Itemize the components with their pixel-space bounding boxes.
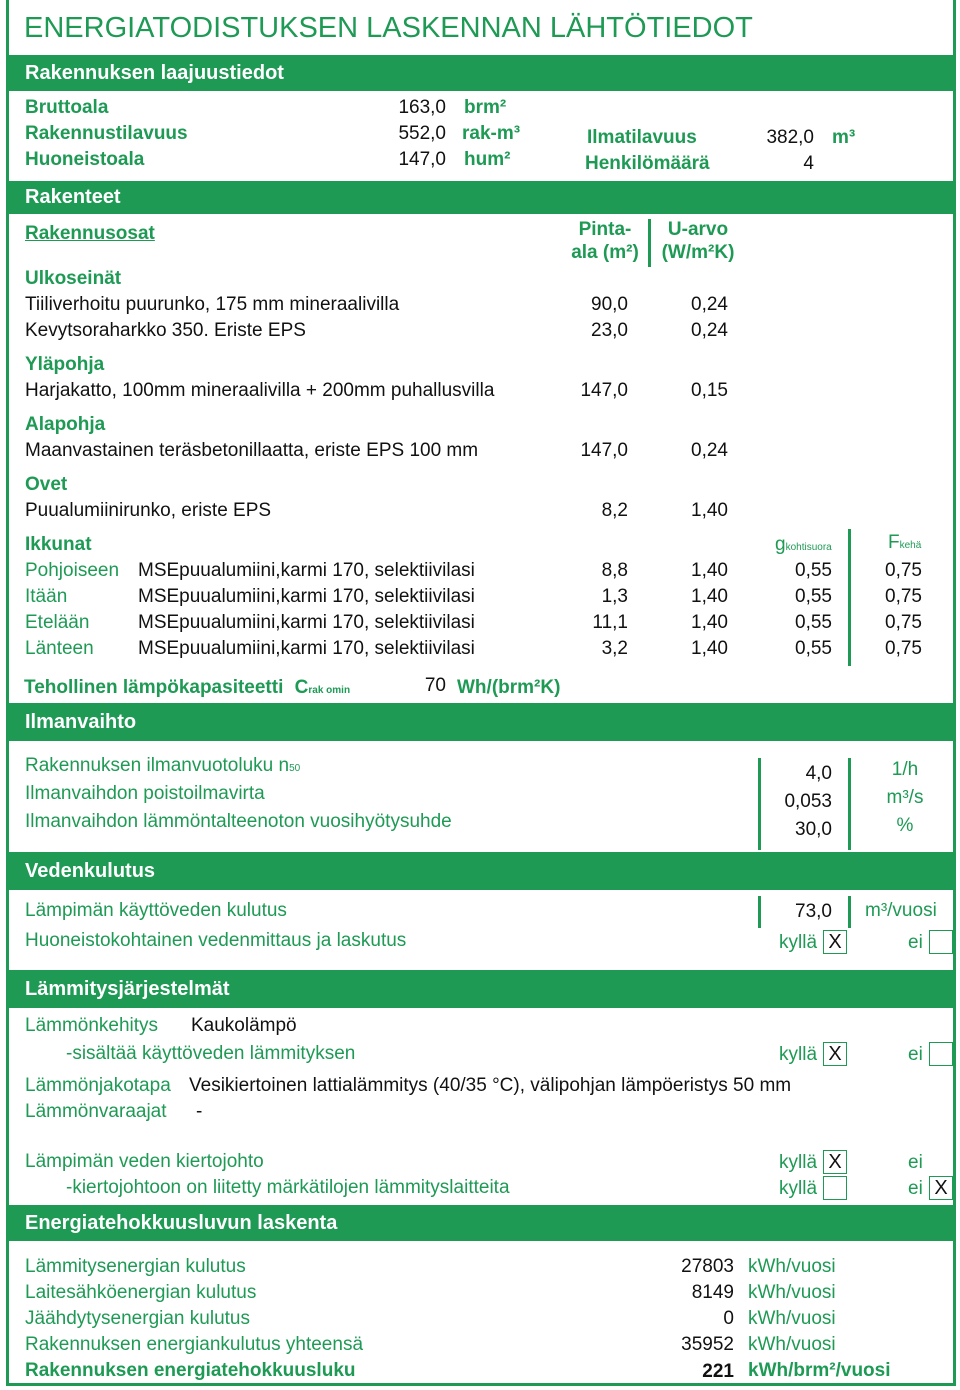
kayttovesi-label: Lämpimän käyttöveden kulutus [25, 900, 287, 921]
ikkuna-3-name: MSEpuualumiini,karmi 170, selektiivilasi [138, 612, 475, 633]
energiankulutus-yhteensa-value: 35952 [681, 1334, 734, 1355]
alapohja-name: Maanvastainen teräsbetonillaatta, eriste EPS 100 mm [25, 440, 479, 461]
energiankulutus-yhteensa-label: Rakennuksen energiankulutus yhteensä [25, 1334, 364, 1355]
huoneistoala-value: 147,0 [398, 149, 446, 170]
sisaltaa-no-label: ei [908, 1044, 923, 1065]
ikkuna-2-area: 1,3 [601, 586, 628, 607]
lampokapasiteetti-label: Tehollinen lämpökapasiteetti Crak omin [24, 677, 351, 698]
lammonjakotapa-label: Lämmönjakotapa [25, 1075, 171, 1096]
lampokapasiteetti-value: 70 [424, 675, 446, 696]
ylapohja-u: 0,15 [691, 380, 728, 401]
ikkuna-4-u: 1,40 [691, 638, 728, 659]
poistoilmavirta-label: Ilmanvaihdon poistoilmavirta [25, 783, 265, 804]
vedenmittaus-no-checkbox[interactable] [929, 930, 953, 954]
jaahdytys-value: 0 [723, 1308, 734, 1329]
ylapohja-area: 147,0 [580, 380, 628, 401]
ikkuna-3-dir: Etelään [25, 612, 90, 633]
header-divider [648, 219, 651, 267]
u-arvo-header-2: (W/m²K) [661, 242, 735, 263]
jaahdytys-unit: kWh/vuosi [748, 1308, 836, 1329]
liitetty-yes-checkbox[interactable] [823, 1176, 847, 1200]
bruttoala-label: Bruttoala [25, 97, 109, 118]
ilmatilavuus-unit: m³ [832, 127, 856, 148]
section-header-vedenkulutus: Vedenkulutus [9, 852, 953, 890]
ulkoseinat-label: Ulkoseinät [25, 268, 122, 289]
henkilomaara-value: 4 [803, 153, 814, 174]
tilavuus-unit: rak-m³ [462, 123, 521, 144]
ikkuna-3-g: 0,55 [795, 612, 832, 633]
ilmanvaihto-divider-right [848, 758, 851, 850]
huoneistoala-label: Huoneistoala [25, 149, 145, 170]
bruttoala-unit: brm² [464, 97, 507, 118]
lammitysenergia-label: Lämmitysenergian kulutus [25, 1256, 246, 1277]
ikkuna-3-area: 11,1 [592, 612, 628, 633]
energiatehokkuusluku-value: 221 [702, 1361, 734, 1382]
ikkuna-4-dir: Länteen [25, 638, 94, 659]
ovet-u: 1,40 [691, 500, 728, 521]
sisaltaa-yes-label: kyllä [779, 1044, 818, 1065]
poistoilmavirta-unit: m³/s [886, 787, 924, 808]
ikkuna-1-dir: Pohjoiseen [25, 560, 120, 581]
ovet-name: Puualumiinirunko, eriste EPS [25, 500, 272, 521]
tilavuus-value: 552,0 [398, 123, 446, 144]
section-header-lammitys: Lämmitysjärjestelmät [9, 970, 953, 1008]
ikkuna-4-f: 0,75 [885, 638, 922, 659]
alapohja-area: 147,0 [580, 440, 628, 461]
f-header: Fkehä [888, 532, 922, 553]
ikkuna-1-area: 8,8 [601, 560, 628, 581]
ulkoseina-2-name: Kevytsoraharkko 350. Eriste EPS [25, 320, 306, 341]
ilmanvuotoluku-label: Rakennuksen ilmanvuotoluku n50 [25, 755, 301, 776]
ilmatilavuus-label: Ilmatilavuus [587, 127, 697, 148]
liitetty-no-label: ei [908, 1178, 923, 1199]
ikkuna-2-f: 0,75 [885, 586, 922, 607]
vedenmittaus-yes-label: kyllä [779, 932, 818, 953]
bruttoala-value: 163,0 [398, 97, 446, 118]
energiatehokkuusluku-label: Rakennuksen energiatehokkuusluku [25, 1360, 356, 1381]
poistoilmavirta-value: 0,053 [784, 791, 832, 812]
pinta-ala-header-1: Pinta- [578, 219, 632, 240]
laitesahko-unit: kWh/vuosi [748, 1282, 836, 1303]
page-title: ENERGIATODISTUKSEN LASKENNAN LÄHTÖTIEDOT [24, 12, 753, 44]
kiertojohto-no-label: ei [908, 1152, 923, 1173]
liitetty-yes-label: kyllä [779, 1178, 818, 1199]
g-header: gkohtisuora [775, 534, 832, 555]
kayttovesi-value: 73,0 [795, 901, 832, 922]
ilmanvuotoluku-unit: 1/h [891, 759, 919, 780]
liitetty-no-checkbox[interactable]: X [929, 1176, 953, 1200]
ylapohja-name: Harjakatto, 100mm mineraalivilla + 200mm puhallusvilla [25, 380, 495, 401]
lammonkehitys-value: Kaukolämpö [191, 1015, 297, 1036]
section-header-rakenteet: Rakenteet [9, 181, 953, 214]
ikkuna-1-u: 1,40 [691, 560, 728, 581]
henkilomaara-label: Henkilömäärä [585, 153, 710, 174]
ikkuna-1-f: 0,75 [885, 560, 922, 581]
lto-value: 30,0 [795, 819, 832, 840]
ikkunat-label: Ikkunat [25, 534, 92, 555]
lto-unit: % [896, 815, 914, 836]
ikkuna-1-name: MSEpuualumiini,karmi 170, selektiivilasi [138, 560, 475, 581]
lammitysenergia-value: 27803 [681, 1256, 734, 1277]
huoneistoala-unit: hum² [464, 149, 511, 170]
pinta-ala-header-2: ala (m²) [571, 242, 639, 263]
lampokapasiteetti-unit: Wh/(brm²K) [457, 677, 561, 698]
lto-label: Ilmanvaihdon lämmöntalteenoton vuosihyötysuhde [25, 811, 452, 832]
section-header-laajuus: Rakennuksen laajuustiedot [9, 55, 953, 91]
lammonkehitys-label: Lämmönkehitys [25, 1015, 159, 1036]
ikkuna-2-dir: Itään [25, 586, 68, 607]
ilmatilavuus-value: 382,0 [766, 127, 814, 148]
ulkoseina-2-u: 0,24 [691, 320, 728, 341]
section-header-energia: Energiatehokkuusluvun laskenta [9, 1205, 953, 1241]
sisaltaa-no-checkbox[interactable] [929, 1042, 953, 1066]
sisaltaa-yes-checkbox[interactable]: X [823, 1042, 847, 1066]
sisaltaa-lammityksen-label: -sisältää käyttöveden lämmityksen [66, 1043, 356, 1064]
kayttovesi-unit: m³/vuosi [865, 900, 937, 921]
lammonjakotapa-value: Vesikiertoinen lattialämmitys (40/35 °C), välipohjan lämpöeristys 50 mm [189, 1075, 792, 1096]
ikkuna-1-g: 0,55 [795, 560, 832, 581]
ovet-label: Ovet [25, 474, 68, 495]
ikkuna-4-name: MSEpuualumiini,karmi 170, selektiivilasi [138, 638, 475, 659]
ikkuna-2-u: 1,40 [691, 586, 728, 607]
energiankulutus-yhteensa-unit: kWh/vuosi [748, 1334, 836, 1355]
u-arvo-header-1: U-arvo [667, 219, 729, 240]
tilavuus-label: Rakennustilavuus [25, 123, 188, 144]
ikkuna-2-g: 0,55 [795, 586, 832, 607]
ylapohja-label: Yläpohja [25, 354, 105, 375]
vedenmittaus-no-label: ei [908, 932, 923, 953]
lammitysenergia-unit: kWh/vuosi [748, 1256, 836, 1277]
kayttovesi-divider-right [848, 896, 851, 928]
laitesahko-value: 8149 [691, 1282, 734, 1303]
jaahdytys-label: Jäähdytysenergian kulutus [25, 1308, 250, 1329]
alapohja-u: 0,24 [691, 440, 728, 461]
ulkoseina-1-area: 90,0 [591, 294, 628, 315]
kiertojohto-liitetty-label: -kiertojohtoon on liitetty märkätilojen lämmityslaitteita [66, 1177, 510, 1198]
kiertojohto-yes-label: kyllä [779, 1152, 818, 1173]
ikkuna-4-area: 3,2 [601, 638, 628, 659]
ilmanvuotoluku-value: 4,0 [805, 763, 832, 784]
vedenmittaus-yes-checkbox[interactable]: X [823, 930, 847, 954]
ikkuna-4-g: 0,55 [795, 638, 832, 659]
ulkoseina-2-area: 23,0 [591, 320, 628, 341]
vedenmittaus-label: Huoneistokohtainen vedenmittaus ja laskutus [25, 930, 407, 951]
ulkoseina-1-u: 0,24 [691, 294, 728, 315]
lammonvaraajat-label: Lämmönvaraajat [25, 1101, 167, 1122]
rakennusosat-header: Rakennusosat [25, 223, 155, 244]
energiatehokkuusluku-unit: kWh/brm²/vuosi [748, 1360, 891, 1381]
kiertojohto-label: Lämpimän veden kiertojohto [25, 1151, 264, 1172]
alapohja-label: Alapohja [25, 414, 106, 435]
ulkoseina-1-name: Tiiliverhoitu puurunko, 175 mm mineraalivilla [25, 294, 400, 315]
ovet-area: 8,2 [601, 500, 628, 521]
ikkuna-3-f: 0,75 [885, 612, 922, 633]
kiertojohto-yes-checkbox[interactable]: X [823, 1150, 847, 1174]
laitesahko-label: Laitesähköenergian kulutus [25, 1282, 257, 1303]
ikkuna-2-name: MSEpuualumiini,karmi 170, selektiivilasi [138, 586, 475, 607]
section-header-ilmanvaihto: Ilmanvaihto [9, 703, 953, 741]
lammonvaraajat-value: - [196, 1101, 203, 1122]
ikkuna-3-u: 1,40 [691, 612, 728, 633]
